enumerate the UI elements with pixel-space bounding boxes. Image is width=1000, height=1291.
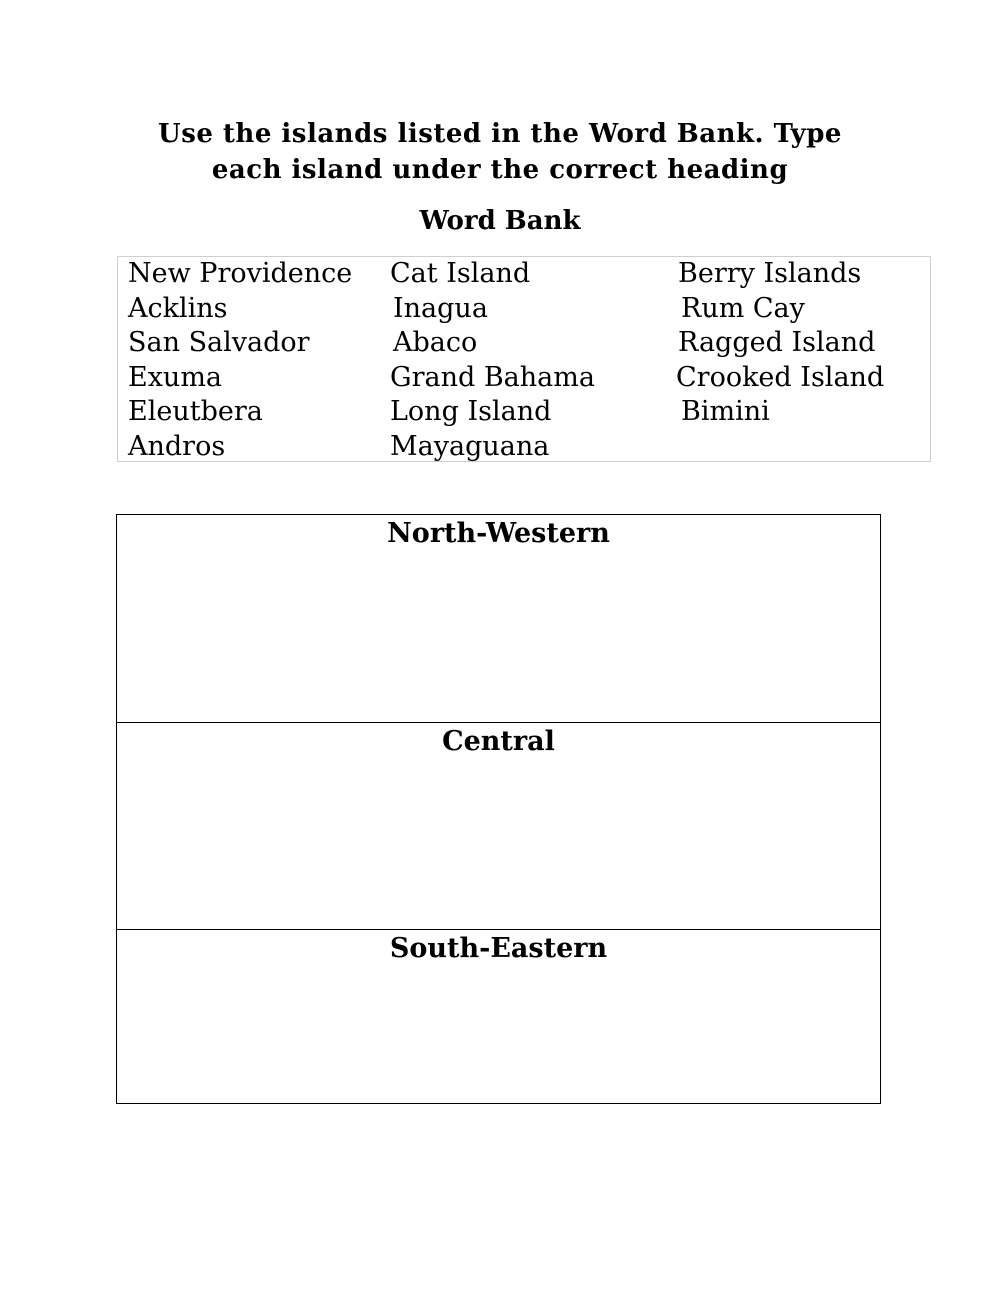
word-bank-column-2 <box>390 257 595 464</box>
word-bank-item[interactable]: San Salvador <box>128 327 310 358</box>
word-bank-item[interactable]: Exuma <box>128 361 223 393</box>
word-bank-column-3 <box>678 257 884 430</box>
instructions-line-1: Use the islands listed in the Word Bank. Type <box>158 119 842 149</box>
word-bank-item[interactable]: Eleutbera <box>128 396 263 427</box>
region-south-eastern <box>117 930 880 1102</box>
instructions <box>100 116 900 188</box>
word-bank-item[interactable]: Ragged Island <box>678 327 876 358</box>
word-bank-box <box>117 256 931 462</box>
word-bank-title: Word Bank <box>419 206 581 236</box>
word-bank-column-1 <box>128 257 352 464</box>
word-bank-item[interactable]: Inagua <box>393 292 488 324</box>
word-bank-item[interactable]: Andros <box>128 430 226 462</box>
word-bank-item[interactable]: Abaco <box>393 327 478 358</box>
word-bank-item[interactable]: Berry Islands <box>678 258 862 289</box>
south-eastern-drop-area[interactable] <box>117 970 880 1102</box>
north-western-drop-area[interactable] <box>117 555 880 722</box>
word-bank-item[interactable]: Acklins <box>128 292 228 324</box>
region-central <box>117 723 880 930</box>
regions-table <box>116 514 881 1104</box>
word-bank-item[interactable]: Rum Cay <box>681 292 805 324</box>
word-bank-item[interactable]: New Providence <box>128 258 353 289</box>
instructions-line-2: each island under the correct heading <box>211 155 789 185</box>
word-bank-item[interactable]: Mayaguana <box>390 430 550 462</box>
region-heading: Central <box>442 726 555 757</box>
region-north-western <box>117 515 880 723</box>
word-bank-item[interactable]: Long Island <box>390 396 552 427</box>
region-heading: North-Western <box>387 518 610 549</box>
word-bank-item[interactable]: Bimini <box>681 396 770 427</box>
word-bank-item[interactable]: Crooked Island <box>676 361 885 393</box>
word-bank-item[interactable]: Cat Island <box>390 258 531 289</box>
word-bank-item[interactable]: Grand Bahama <box>390 361 595 393</box>
region-heading: South-Eastern <box>389 933 608 964</box>
central-drop-area[interactable] <box>117 763 880 929</box>
